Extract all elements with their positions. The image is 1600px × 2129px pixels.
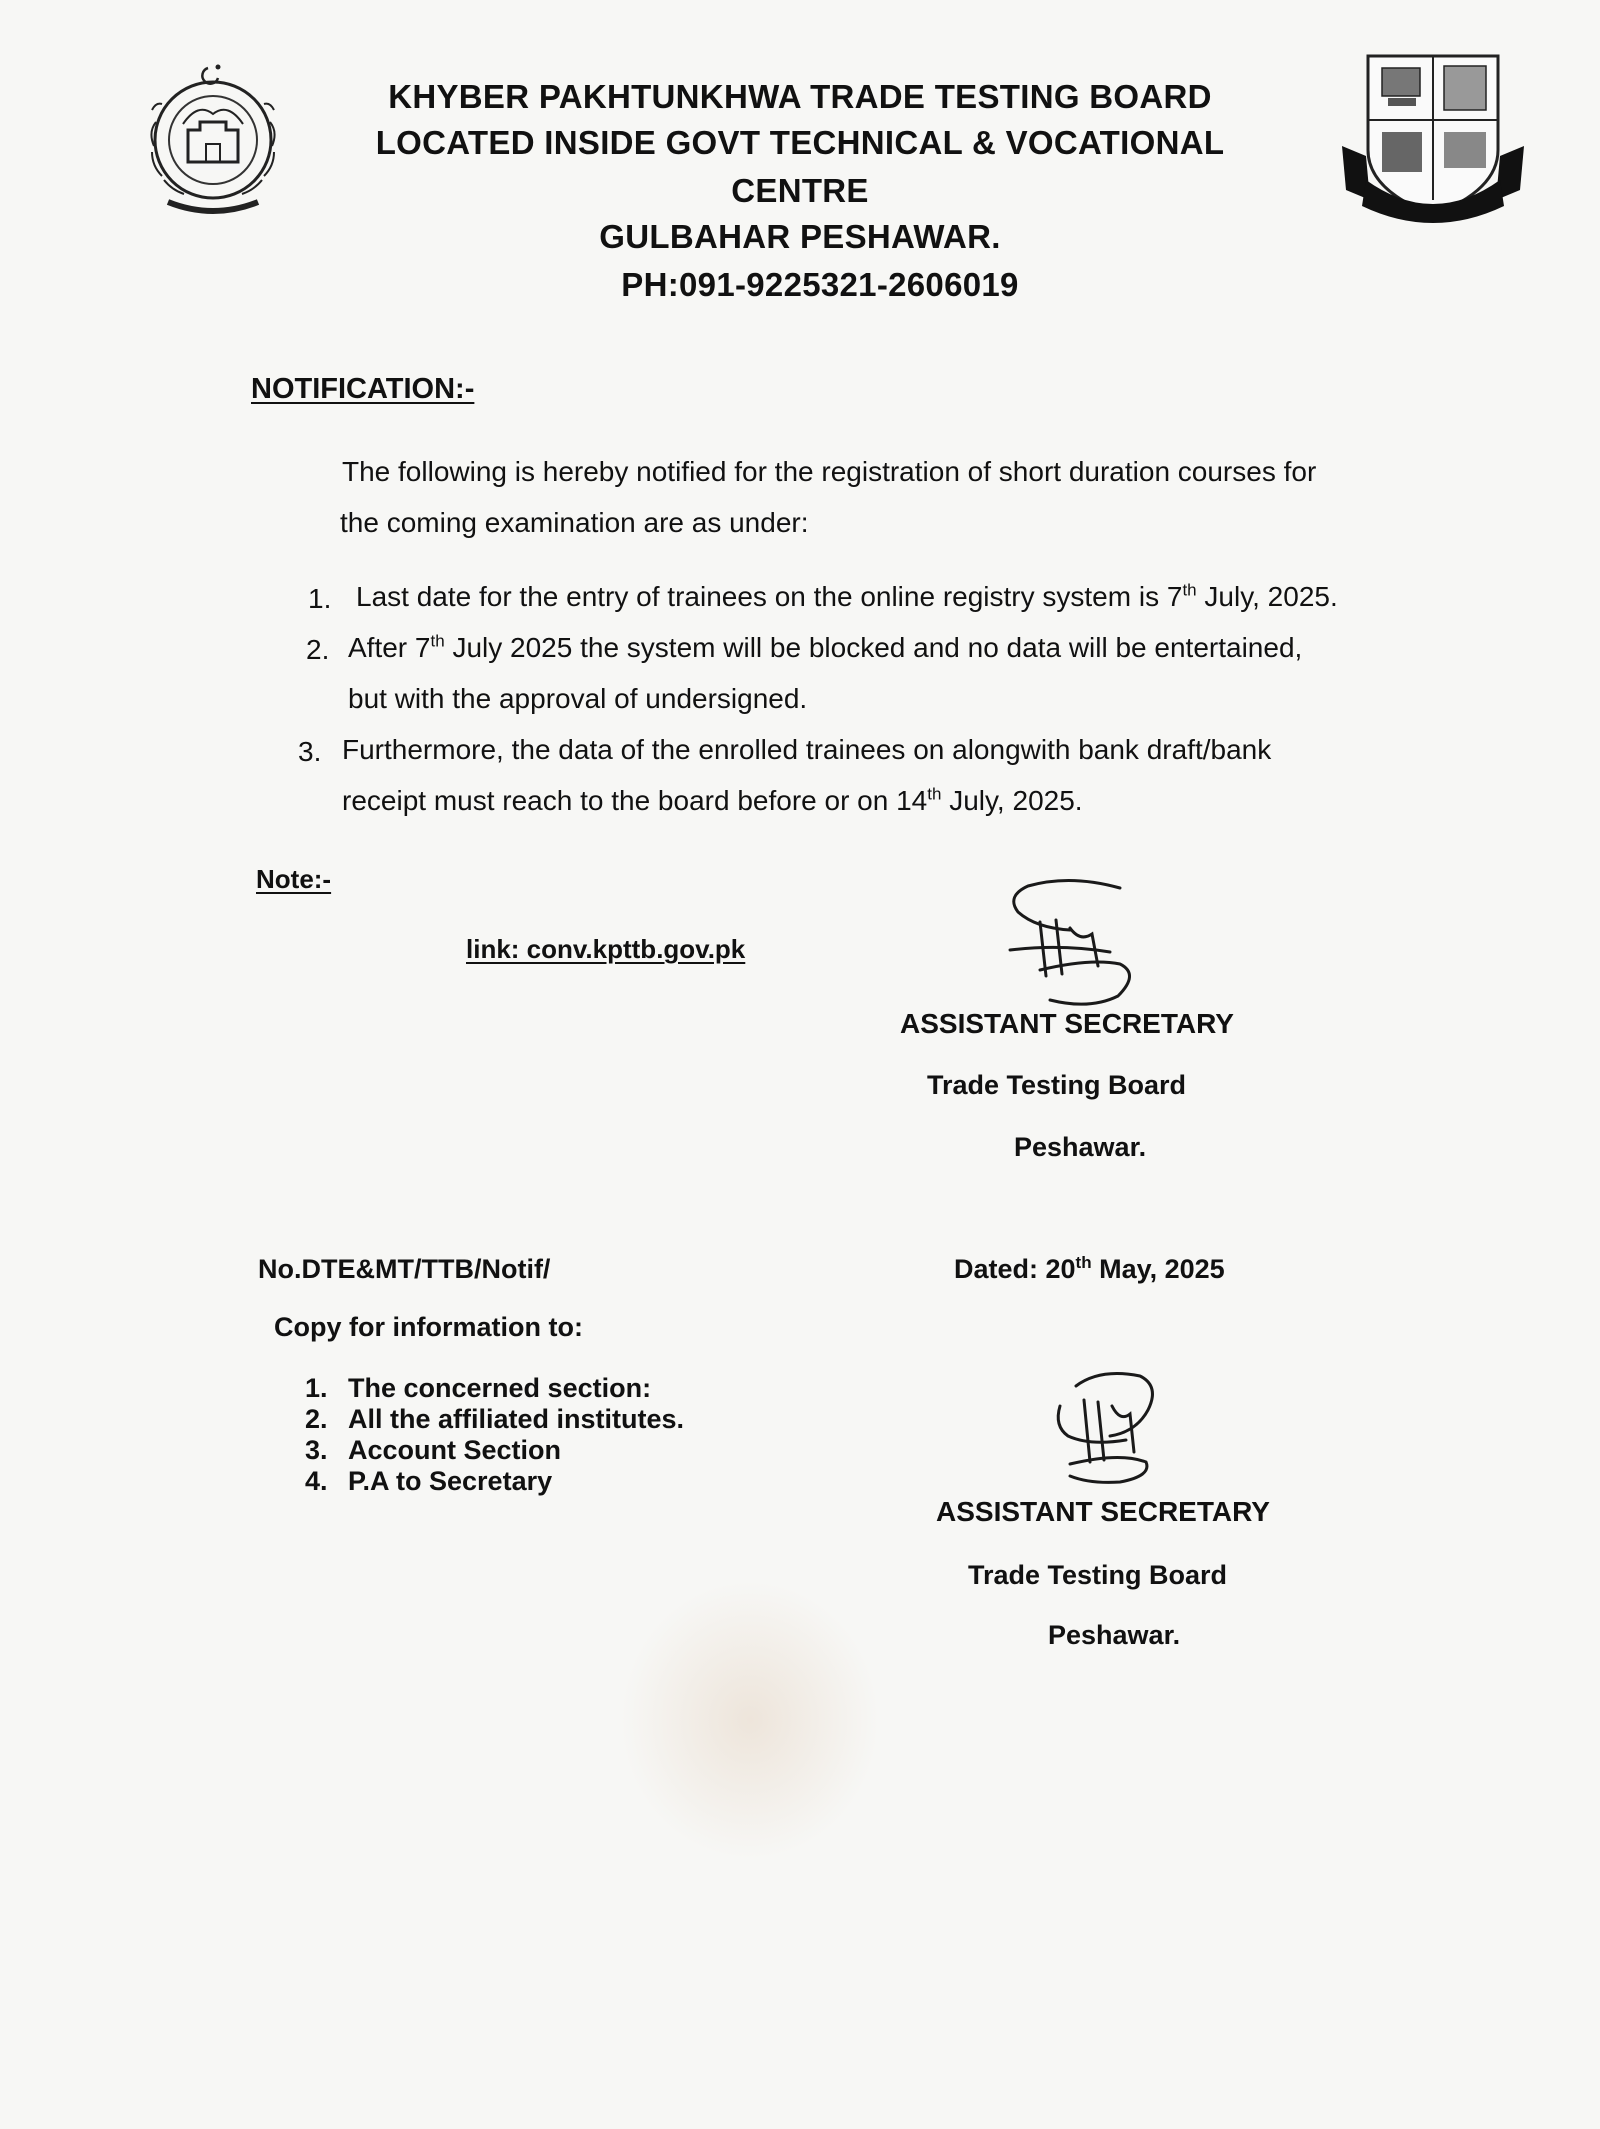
item-text: Last date for the entry of trainees on the online registry system is 7 bbox=[356, 581, 1183, 612]
copy-item-number: 1. bbox=[305, 1373, 328, 1403]
note-label: Note:- bbox=[256, 864, 332, 894]
signature2-city: Peshawar. bbox=[1048, 1620, 1181, 1650]
copy-item-number: 4. bbox=[305, 1466, 328, 1496]
signature1-title: ASSISTANT SECRETARY bbox=[900, 1008, 1234, 1039]
signature1-city: Peshawar. bbox=[1014, 1132, 1147, 1162]
date-text: Dated: 20 bbox=[954, 1254, 1076, 1284]
item-text: After 7 bbox=[348, 632, 431, 663]
item-text: July 2025 the system will be blocked and no data will be entertained, bbox=[444, 632, 1303, 663]
signature-scribble-2-icon bbox=[1040, 1366, 1180, 1496]
item-text: Furthermore, the data of the enrolled trainees on alongwith bank draft/bank bbox=[342, 734, 1272, 765]
item-number: 1. bbox=[308, 583, 332, 614]
copy-item: P.A to Secretary bbox=[348, 1466, 553, 1496]
header-line-2: LOCATED INSIDE GOVT TECHNICAL & VOCATIONAL bbox=[375, 124, 1225, 161]
header-line-3: CENTRE bbox=[731, 172, 869, 209]
list-item bbox=[342, 784, 1083, 816]
list-item bbox=[356, 580, 1338, 612]
item-text: July, 2025. bbox=[941, 785, 1083, 816]
item-text: but with the approval of undersigned. bbox=[348, 683, 808, 714]
list-item bbox=[348, 631, 1303, 663]
intro-line-2: the coming examination are as under: bbox=[340, 507, 809, 538]
item-text: receipt must reach to the board before or on 14 bbox=[342, 785, 928, 816]
superscript: th bbox=[1182, 580, 1197, 600]
paper-smudge bbox=[620, 1580, 880, 1860]
signature-scribble-1-icon bbox=[1000, 872, 1160, 1012]
copy-item-number: 3. bbox=[305, 1435, 328, 1465]
trade-testing-board-crest-icon bbox=[1338, 50, 1528, 230]
signature1-org: Trade Testing Board bbox=[927, 1070, 1187, 1100]
copy-item: All the affiliated institutes. bbox=[348, 1404, 685, 1434]
intro-line-1: The following is hereby notified for the registration of short duration courses for bbox=[342, 456, 1317, 487]
copy-item: The concerned section: bbox=[348, 1373, 652, 1403]
kp-government-seal-icon bbox=[128, 52, 298, 222]
signature2-org: Trade Testing Board bbox=[968, 1560, 1228, 1590]
reference-number: No.DTE&MT/TTB/Notif/ bbox=[258, 1254, 551, 1284]
copy-heading: Copy for information to: bbox=[274, 1312, 583, 1342]
note-link[interactable]: link: conv.kpttb.gov.pk bbox=[466, 934, 746, 964]
superscript: th bbox=[430, 631, 445, 651]
reference-date bbox=[954, 1254, 1225, 1285]
item-text: July, 2025. bbox=[1196, 581, 1338, 612]
copy-item: Account Section bbox=[348, 1435, 562, 1465]
header-line-4: GULBAHAR PESHAWAR. bbox=[599, 218, 1001, 255]
superscript: th bbox=[1075, 1253, 1092, 1272]
date-text: May, 2025 bbox=[1091, 1254, 1225, 1284]
item-number: 2. bbox=[306, 634, 330, 665]
notification-heading: NOTIFICATION:- bbox=[251, 373, 475, 405]
header-line-1: KHYBER PAKHTUNKHWA TRADE TESTING BOARD bbox=[388, 78, 1212, 115]
item-number: 3. bbox=[298, 736, 322, 767]
copy-item-number: 2. bbox=[305, 1404, 328, 1434]
header-phone: PH:091-9225321-2606019 bbox=[621, 266, 1019, 303]
signature2-title: ASSISTANT SECRETARY bbox=[936, 1496, 1270, 1527]
superscript: th bbox=[927, 784, 942, 804]
